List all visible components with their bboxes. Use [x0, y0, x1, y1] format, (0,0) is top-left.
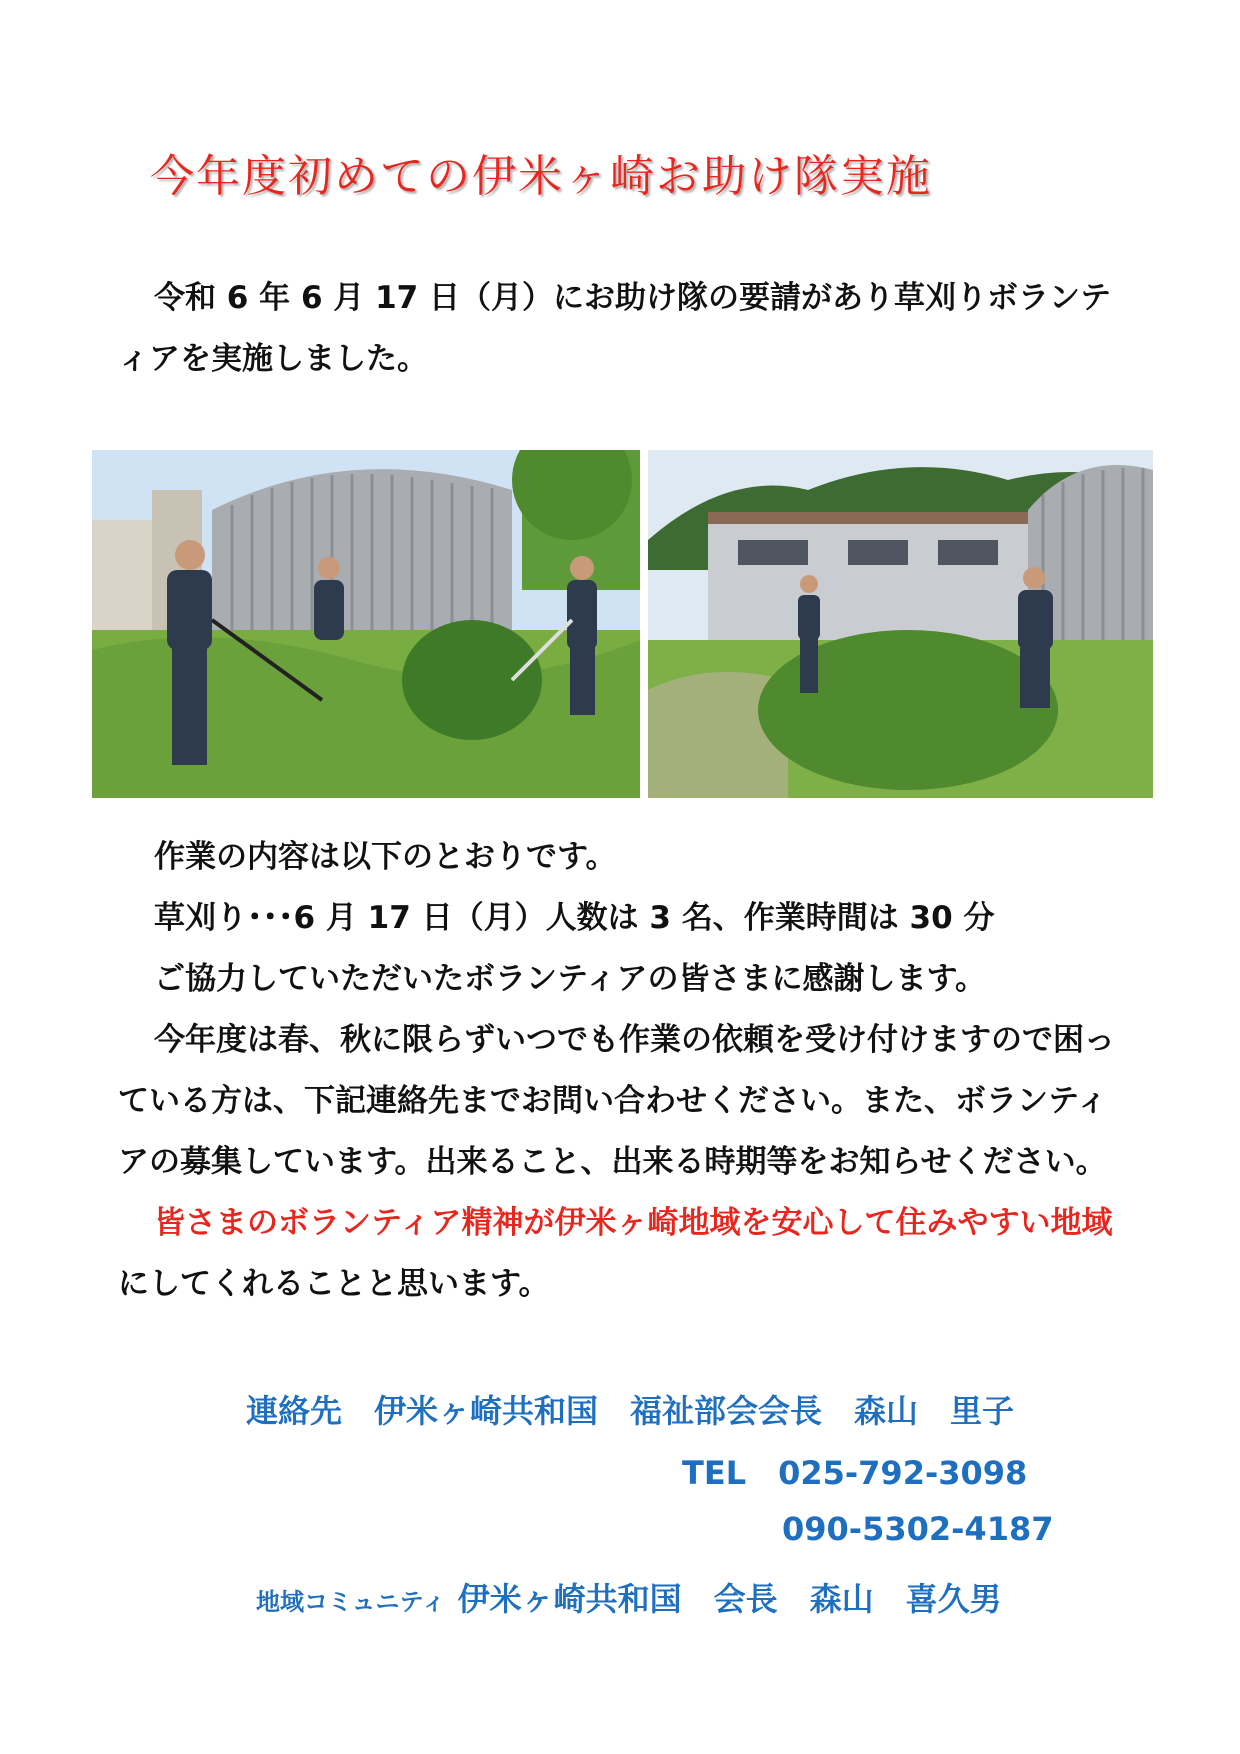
org-name: 伊米ヶ崎共和国 会長 森山 喜久男 [457, 1580, 1002, 1618]
closing-highlight: 皆さまのボランティア精神が伊米ヶ崎地域を安心して住みやすい地域 [154, 1205, 1113, 1241]
contact-person: 連絡先 伊米ヶ崎共和国 福祉部会会長 森山 里子 [246, 1392, 1015, 1430]
photo-mowing-left [92, 450, 640, 798]
intro-text: 令和 6 年 6 月 17 日（月）にお助け隊の要請があり草刈りボランティアを実施しました。 [118, 280, 1112, 377]
closing-tail: にしてくれることと思います。 [118, 1266, 550, 1302]
body-line-1: 作業の内容は以下のとおりです。 [154, 839, 617, 875]
contact-mobile: 090-5302-4187 [782, 1510, 1054, 1548]
contact-organization [256, 1574, 1002, 1620]
org-prefix: 地域コミュニティ [256, 1588, 446, 1616]
closing-paragraph [118, 1193, 1128, 1315]
intro-paragraph [118, 268, 1128, 390]
body-line-3: ご協力していただいたボランティアの皆さまに感謝します。 [154, 961, 987, 997]
photo-mowing-right [648, 450, 1153, 798]
page-title: 今年度初めての伊米ヶ崎お助け隊実施 [150, 151, 932, 202]
body-line-2: 草刈り･･･6 月 17 日（月）人数は 3 名、作業時間は 30 分 [154, 900, 995, 936]
body-paragraph-requests: 今年度は春、秋に限らずいつでも作業の依頼を受け付けますので困っている方は、下記連絡先までお問い合わせください。また、ボランティアの募集しています。出来ること、出来る時期等をお知らせください。 [118, 1022, 1115, 1180]
contact-tel: TEL 025-792-3098 [682, 1454, 1028, 1492]
